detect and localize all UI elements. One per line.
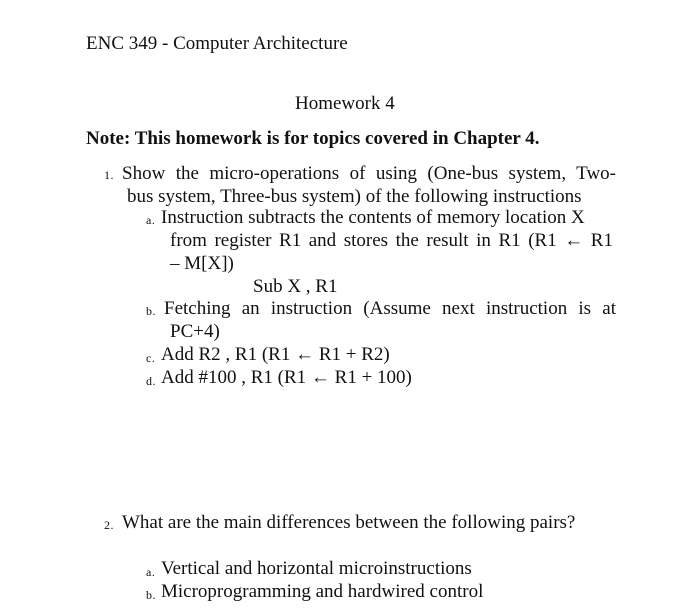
word: from bbox=[170, 230, 207, 251]
word: in bbox=[476, 230, 491, 251]
course-title: ENC 349 - Computer Architecture bbox=[86, 33, 348, 54]
question-1-text-line-2: bus system, Three-bus system) of the following instructions bbox=[127, 186, 582, 207]
question-2-text: What are the main differences between the following pairs? bbox=[122, 512, 576, 533]
question-1b-text-line-2: PC+4) bbox=[170, 321, 220, 342]
question-1d-text: Add #100 , R1 (R1 ← R1 + 100) bbox=[161, 367, 412, 388]
word: result bbox=[426, 230, 469, 251]
question-1-text-line-1: Show the micro-operations of using (One-bus system, Two- bbox=[122, 163, 616, 184]
homework-note: Note: This homework is for topics covered in Chapter 4. bbox=[86, 128, 540, 149]
question-1a-text-line-3: – M[X]) bbox=[170, 253, 234, 274]
word: is bbox=[578, 298, 592, 319]
homework-title: Homework 4 bbox=[295, 93, 395, 114]
word: R1 bbox=[590, 230, 613, 251]
word: and bbox=[308, 230, 337, 251]
word: R1 bbox=[279, 230, 302, 251]
question-1c-text: Add R2 , R1 (R1 ← R1 + R2) bbox=[161, 344, 390, 365]
question-1c-marker: c. bbox=[146, 351, 156, 365]
word: instruction bbox=[485, 298, 568, 319]
question-2-number: 2. bbox=[104, 518, 114, 532]
word: instruction bbox=[270, 298, 353, 319]
question-1d-marker: d. bbox=[146, 374, 156, 388]
word: register bbox=[214, 230, 272, 251]
word: stores bbox=[343, 230, 389, 251]
question-1b-marker: b. bbox=[146, 304, 156, 318]
question-2a-text: Vertical and horizontal microinstructions bbox=[161, 558, 472, 579]
question-1a-text-line-1: Instruction subtracts the contents of memory location X bbox=[161, 207, 585, 228]
question-1-number: 1. bbox=[104, 168, 114, 182]
question-2b-text: Microprogramming and hardwired control bbox=[161, 581, 484, 602]
question-1a-text-line-2 bbox=[170, 230, 613, 252]
question-2a-marker: a. bbox=[146, 565, 156, 579]
word: the bbox=[395, 230, 419, 251]
word: Fetching bbox=[164, 298, 231, 319]
word: an bbox=[241, 298, 260, 319]
word: (Assume bbox=[363, 298, 431, 319]
word: (R1 bbox=[528, 230, 557, 251]
question-1a-marker: a. bbox=[146, 213, 156, 227]
question-1a-instruction: Sub X , R1 bbox=[253, 276, 338, 297]
question-2b-marker: b. bbox=[146, 588, 156, 602]
left-arrow-symbol: ← bbox=[564, 230, 584, 251]
word: R1 bbox=[498, 230, 521, 251]
question-1b-text-line-1 bbox=[164, 298, 616, 320]
word: at bbox=[602, 298, 616, 319]
word: next bbox=[442, 298, 475, 319]
